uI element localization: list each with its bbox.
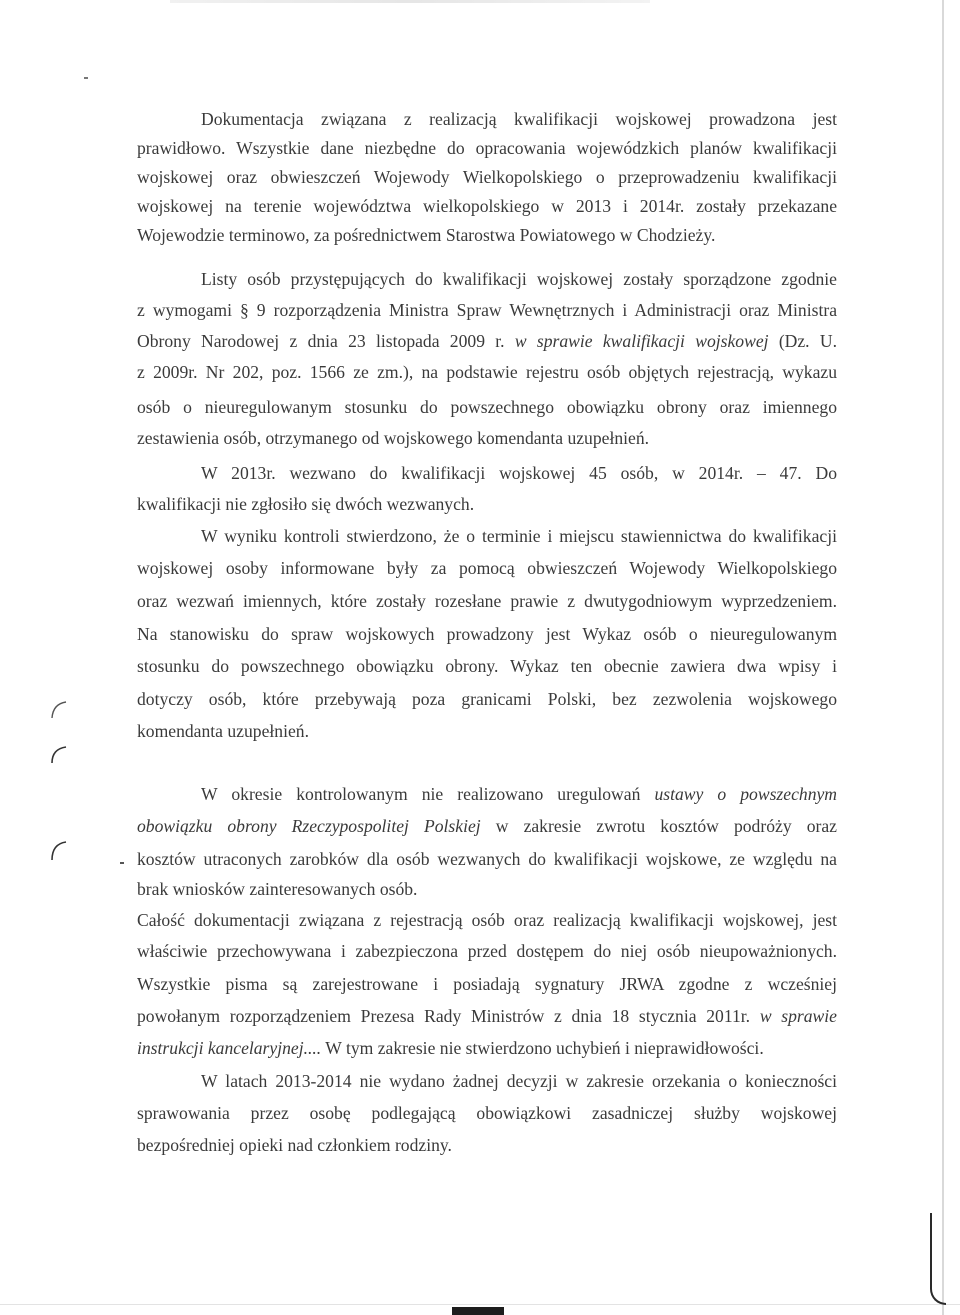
text-line: W latach 2013-2014 nie wydano żadnej decyzji w zakresie orzekania o konieczności <box>201 1071 837 1091</box>
text-line: kosztów utraconych zarobków dla osób wezwanych do kwalifikacji wojskowe, ze względu na <box>137 849 837 869</box>
text-line-mixed <box>137 812 837 841</box>
text-line-mixed <box>201 780 837 809</box>
text-line: z wymogami § 9 rozporządzenia Ministra Spraw Wewnętrznych i Administracji oraz Ministra <box>137 300 837 320</box>
text-span: Obrony Narodowej z dnia 23 listopada 2009 r. <box>137 331 505 351</box>
italic-span: obowiązku obrony Rzeczypospolitej Polskiej <box>137 816 481 836</box>
speck <box>84 77 88 79</box>
text-line-mixed <box>137 1034 837 1063</box>
text-line-mixed <box>137 1002 837 1031</box>
text-span: w zakresie zwrotu kosztów podróży oraz <box>495 816 837 836</box>
text-line: stosunku do powszechnego obowiązku obrony. Wykaz ten obecnie zawiera dwa wpisy i <box>137 656 837 676</box>
text-line: wojskowej oraz obwieszczeń Wojewody Wielkopolskiego o przeprowadzeniu kwalifikacji <box>137 167 837 187</box>
text-span: W tym zakresie nie stwierdzono uchybień i nieprawidłowości. <box>325 1038 764 1058</box>
text-line: bezpośredniej opieki nad członkiem rodziny. <box>137 1135 452 1155</box>
text-line: wojskowej na terenie województwa wielkopolskiego w 2013 i 2014r. zostały przekazane <box>137 196 837 216</box>
scan-top-edge <box>170 0 650 3</box>
scan-bottom-bar <box>452 1307 504 1315</box>
margin-mark-3 <box>50 700 70 720</box>
text-line: Listy osób przystępujących do kwalifikacji wojskowej zostały sporządzone zgodnie <box>201 269 837 289</box>
italic-span: instrukcji kancelaryjnej.... <box>137 1038 322 1058</box>
speck <box>120 862 124 864</box>
text-line: Wszystkie pisma są zarejestrowane i posiadają sygnatury JRWA zgodne z wcześniej <box>137 974 837 994</box>
scan-right-edge <box>942 0 944 1315</box>
italic-span: w sprawie kwalifikacji wojskowej <box>514 331 769 351</box>
margin-mark-2 <box>50 840 70 862</box>
text-line: kwalifikacji nie zgłosiło się dwóch wezwanych. <box>137 494 475 514</box>
text-line: W 2013r. wezwano do kwalifikacji wojskowej 45 osób, w 2014r. – 47. Do <box>201 463 837 483</box>
scan-bottom-edge <box>0 1304 960 1305</box>
text-line: właściwie przechowywana i zabezpieczona przed dostępem do niej osób nieupoważnionych. <box>137 941 837 961</box>
text-line: prawidłowo. Wszystkie dane niezbędne do opracowania wojewódzkich planów kwalifikacji <box>137 138 837 158</box>
text-line: zestawienia osób, otrzymanego od wojskowego komendanta uzupełnień. <box>137 428 650 448</box>
text-span: (Dz. U. <box>778 331 837 351</box>
italic-span: w sprawie <box>759 1006 837 1026</box>
text-line: Całość dokumentacji związana z rejestracją osób oraz realizacją kwalifikacji wojskowej, jest <box>137 910 837 930</box>
text-line: Wojewodzie terminowo, za pośrednictwem Starostwa Powiatowego w Chodzieży. <box>137 225 716 245</box>
margin-mark-1 <box>50 745 70 765</box>
text-line: oraz wezwań imiennych, które zostały rozesłane prawie z dwutygodniowym wyprzedzeniem. <box>137 591 837 611</box>
text-line: W wyniku kontroli stwierdzono, że o terminie i miejscu stawiennictwa do kwalifikacji <box>201 526 837 546</box>
text-span: powołanym rozporządzeniem Prezesa Rady Ministrów z dnia 18 stycznia 2011r. <box>137 1006 751 1026</box>
text-line: wojskowej osoby informowane były za pomocą obwieszczeń Wojewody Wielkopolskiego <box>137 558 837 578</box>
text-line: Dokumentacja związana z realizacją kwalifikacji wojskowej prowadzona jest <box>201 109 837 129</box>
text-line: osób o nieuregulowanym stosunku do powszechnego obowiązku obrony oraz imiennego <box>137 397 837 417</box>
text-line: brak wniosków zainteresowanych osób. <box>137 879 418 899</box>
italic-span: ustawy o powszechnym <box>654 784 838 804</box>
page-curl-mark <box>930 1213 946 1305</box>
text-span: W okresie kontrolowanym nie realizowano uregulowań <box>201 784 641 804</box>
text-line: z 2009r. Nr 202, poz. 1566 ze zm.), na podstawie rejestru osób objętych rejestracją, wykazu <box>137 362 837 382</box>
text-line: komendanta uzupełnień. <box>137 721 309 741</box>
text-line: Na stanowisku do spraw wojskowych prowadzony jest Wykaz osób o nieuregulowanym <box>137 624 837 644</box>
text-line: dotyczy osób, które przebywają poza granicami Polski, bez zezwolenia wojskowego <box>137 689 837 709</box>
text-line-mixed <box>137 327 837 356</box>
text-line: sprawowania przez osobę podlegającą obowiązkowi zasadniczej służby wojskowej <box>137 1103 837 1123</box>
